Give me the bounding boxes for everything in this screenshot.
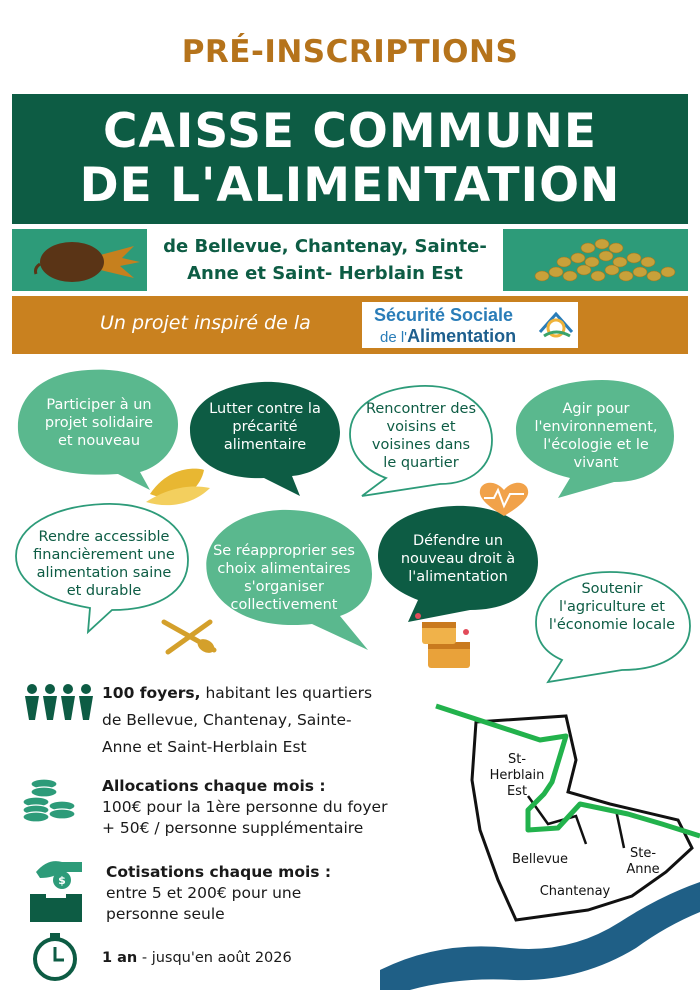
- bubble-5-line-1: Rendre accessible: [38, 529, 170, 545]
- bubble-8-text: [536, 580, 688, 634]
- allocations-title: Allocations chaque mois :: [102, 777, 326, 795]
- bubble-6-line-4: collectivement: [230, 597, 338, 613]
- bubble-6-line-1: Se réapproprier ses: [213, 543, 355, 559]
- cake-icon: [415, 613, 470, 668]
- neighborhood-map: [380, 700, 700, 990]
- map-label-ste-anne-line-2: Anne: [626, 862, 660, 877]
- title-line-2: DE L'ALIMENTATION: [79, 158, 621, 213]
- bubble-1-text: [24, 396, 174, 450]
- bubble-8-line-3: l'économie locale: [548, 617, 676, 633]
- households-line-2: de Bellevue, Chantenay, Sainte-: [102, 711, 352, 729]
- contributions-info: [106, 862, 406, 925]
- bubble-2-line-3: alimentaire: [223, 437, 307, 453]
- map-label-st-herblain: [482, 752, 552, 800]
- bubble-1-line-2: projet solidaire: [44, 415, 154, 431]
- subtitle-line-1: de Bellevue, Chantenay, Sainte-: [163, 236, 487, 257]
- contributions-line-2: personne seule: [106, 905, 225, 923]
- bubble-3-text: [350, 400, 492, 472]
- people-icon: [22, 682, 96, 722]
- bubble-6-text: [202, 542, 366, 614]
- bubble-5-line-4: et durable: [66, 583, 142, 599]
- title-band: [12, 94, 688, 224]
- svg-text:$: $: [58, 874, 66, 887]
- bubble-2-text: [190, 400, 340, 454]
- contributions-title: Cotisations chaque mois :: [106, 863, 332, 881]
- allocations-line-2: + 50€ / personne supplémentaire: [102, 819, 364, 837]
- bubble-8-line-1: Soutenir: [581, 581, 643, 597]
- bubble-7-line-1: Défendre un: [412, 533, 504, 549]
- bubble-4-line-4: vivant: [573, 455, 619, 471]
- bubble-2-line-1: Lutter contre la: [209, 401, 321, 417]
- bubble-4-line-1: Agir pour: [562, 401, 630, 417]
- households-line-3: Anne et Saint-Herblain Est: [102, 738, 307, 756]
- bubble-1-line-3: et nouveau: [57, 433, 141, 449]
- contributions-line-1: entre 5 et 200€ pour une: [106, 884, 302, 902]
- ssa-logo-line-1: Sécurité Sociale: [374, 305, 514, 325]
- bubble-3-line-4: le quartier: [383, 455, 459, 471]
- coins-icon: [22, 776, 78, 822]
- ssa-logo-word: Alimentation: [407, 326, 517, 346]
- bubble-6-line-2: choix alimentaires: [217, 561, 351, 577]
- map-label-bellevue: Bellevue: [511, 852, 569, 867]
- timer-icon: [30, 932, 80, 982]
- bubble-5-line-3: alimentation saine: [36, 565, 172, 581]
- bubble-8-line-2: l'agriculture et: [559, 599, 665, 615]
- beet-icon: [34, 232, 144, 288]
- households-text: habitant les quartiers: [200, 684, 373, 702]
- pre-registration-heading: PRÉ-INSCRIPTIONS: [181, 34, 519, 70]
- bubble-3-line-2: voisins et: [386, 419, 456, 435]
- map-label-st-herblain-line-3: Est: [506, 784, 528, 799]
- map-label-st-herblain-line-1: St-: [507, 752, 527, 767]
- map-label-st-herblain-line-2: Herblain: [489, 768, 545, 783]
- duration-value: 1 an: [102, 950, 138, 966]
- bubble-4-line-3: l'écologie et le: [543, 437, 649, 453]
- duration-info: [102, 945, 402, 972]
- bubble-1-line-1: Participer à un: [46, 397, 152, 413]
- ssa-logo-prefix: de l': [380, 329, 408, 346]
- bubble-3-line-1: Rencontrer des: [365, 401, 477, 417]
- bubble-5-line-2: financièrement une: [33, 547, 175, 563]
- households-count: 100 foyers,: [102, 684, 201, 702]
- allocations-line-1: 100€ pour la 1ère personne du foyer: [102, 798, 388, 816]
- subtitle-line-2: Anne et Saint- Herblain Est: [187, 263, 463, 284]
- title-line-1: CAISSE COMMUNE: [102, 104, 597, 159]
- duration-text: - jusqu'en août 2026: [137, 950, 292, 966]
- map-label-chantenay: Chantenay: [539, 884, 611, 899]
- bubble-7-line-3: l'alimentation: [408, 569, 508, 585]
- donation-box-icon: [26, 856, 88, 924]
- ssa-logo-emblem-icon: [536, 306, 576, 342]
- bubble-3-line-3: voisines dans: [371, 437, 471, 453]
- bubble-7-line-2: nouveau droit à: [400, 551, 516, 567]
- map-label-ste-anne: [618, 846, 668, 878]
- bubble-7-text: [380, 532, 536, 586]
- bubble-4-line-2: l'environnement,: [534, 419, 658, 435]
- lentils-icon: [522, 232, 682, 288]
- bubble-4-text: [516, 400, 676, 472]
- ssa-logo-line-2: [380, 326, 516, 347]
- bubble-2-line-2: précarité: [232, 419, 298, 435]
- subtitle: [147, 233, 503, 287]
- map-label-ste-anne-line-1: Ste-: [629, 846, 657, 861]
- inspired-text: Un projet inspiré de la: [100, 312, 311, 334]
- bubble-5-text: [18, 528, 190, 600]
- bubble-6-line-3: s'organiser: [244, 579, 324, 595]
